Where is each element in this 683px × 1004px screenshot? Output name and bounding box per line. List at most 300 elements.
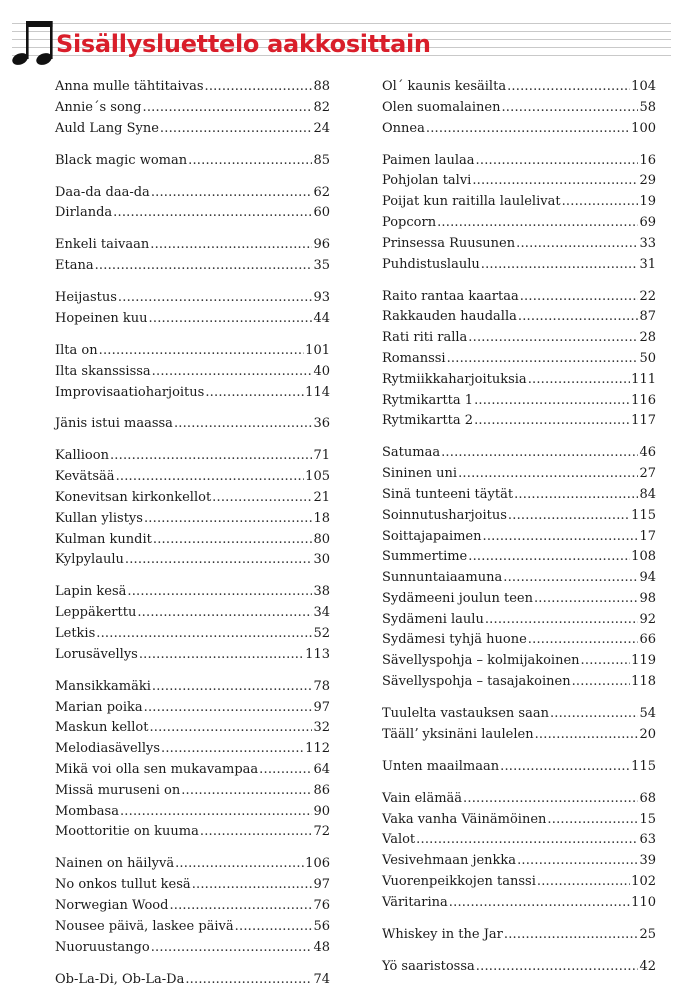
toc-entry[interactable]: [55, 720, 330, 741]
toc-entry[interactable]: [382, 570, 656, 591]
page-number: 114: [305, 384, 330, 400]
page-number: 42: [639, 958, 656, 974]
song-title: Täällʼ yksinäni laulelen: [382, 726, 534, 742]
page-number: 112: [305, 741, 330, 757]
page-number: 119: [631, 653, 656, 669]
toc-entry[interactable]: [382, 79, 656, 100]
dot-leader: [458, 466, 638, 481]
song-title: Pohjolan talvi: [382, 173, 472, 189]
toc-entry[interactable]: [55, 237, 330, 258]
page-number: 31: [639, 256, 656, 272]
dot-leader: [463, 791, 638, 806]
toc-entry[interactable]: [55, 605, 330, 626]
song-title: Kylpylaulu: [55, 552, 124, 568]
dot-leader: [447, 351, 639, 366]
song-title: Mikä voi olla sen mukavampaa: [55, 762, 259, 777]
toc-entry[interactable]: [55, 448, 330, 469]
page-number: 102: [631, 874, 656, 890]
dot-leader: [152, 679, 313, 694]
toc-entry[interactable]: [55, 741, 330, 762]
song-title: Vuorenpeikkojen tanssi: [382, 874, 536, 890]
dot-leader: [116, 469, 305, 484]
page-number: 100: [631, 120, 656, 136]
toc-letter-group: [55, 448, 330, 573]
toc-entry[interactable]: [382, 653, 656, 674]
dot-leader: [149, 720, 312, 735]
dot-leader: [517, 853, 638, 868]
song-title: Moottoritie on kuuma: [55, 824, 199, 840]
toc-letter-group: [55, 185, 330, 227]
toc-letter-group: [382, 959, 656, 980]
dot-leader: [474, 393, 630, 408]
page-number: 27: [639, 466, 656, 482]
dot-leader: [175, 856, 304, 871]
toc-entry[interactable]: [382, 121, 656, 142]
staff-line: [12, 23, 671, 24]
song-title: Rytmiikkaharjoituksia: [382, 371, 527, 387]
toc-entry[interactable]: [55, 185, 330, 206]
song-title: Rati riti ralla: [382, 330, 468, 346]
page-number: 88: [313, 79, 330, 94]
toc-entry[interactable]: [55, 511, 330, 532]
toc-entry[interactable]: [382, 413, 656, 434]
dot-leader: [204, 79, 312, 94]
toc-letter-group: [382, 759, 656, 780]
toc-entry[interactable]: [382, 330, 656, 351]
toc-entry[interactable]: [55, 385, 330, 406]
page-number: 104: [631, 79, 656, 94]
page-number: 85: [313, 152, 330, 168]
page-number: 64: [313, 762, 330, 777]
toc-entry[interactable]: [55, 79, 330, 100]
dot-leader: [572, 674, 631, 689]
dot-leader: [160, 121, 313, 136]
song-title: Jänis istui maassa: [55, 416, 173, 432]
page-number: 98: [639, 590, 656, 606]
song-title: Melodiasävellys: [55, 741, 161, 757]
toc-entry[interactable]: [382, 832, 656, 853]
song-title: Kulman kundit: [55, 531, 152, 547]
dot-leader: [441, 445, 638, 460]
song-title: Marian poika: [55, 699, 143, 715]
toc-entry[interactable]: [382, 706, 656, 727]
dot-leader: [501, 100, 638, 115]
toc-letter-group: [382, 79, 656, 141]
dot-leader: [151, 940, 313, 955]
toc-letter-group: [55, 79, 330, 141]
song-title: Yö saaristossa: [382, 958, 475, 974]
toc-entry[interactable]: [55, 416, 330, 437]
dot-leader: [468, 549, 630, 564]
page-number: 68: [639, 790, 656, 806]
page-number: 80: [313, 531, 330, 547]
page-number: 15: [639, 811, 656, 827]
toc-entry[interactable]: [55, 490, 330, 511]
toc-entry[interactable]: [382, 215, 656, 236]
toc-entry[interactable]: [382, 591, 656, 612]
song-title: Prinsessa Ruusunen: [382, 235, 516, 251]
song-title: Olen suomalainen: [382, 99, 501, 115]
dot-leader: [528, 372, 630, 387]
toc-letter-group: [382, 927, 656, 948]
page-number: 117: [631, 413, 656, 429]
song-title: Paimen laulaa: [382, 152, 475, 168]
toc-entry[interactable]: [382, 153, 656, 174]
toc-letter-group: [55, 290, 330, 332]
dot-leader: [483, 529, 639, 544]
toc-entry[interactable]: [55, 804, 330, 825]
toc-entry[interactable]: [55, 311, 330, 332]
toc-entry[interactable]: [55, 532, 330, 553]
toc-letter-group: [55, 584, 330, 667]
song-title: Enkeli taivaan: [55, 237, 150, 253]
page-number: 93: [313, 290, 330, 306]
toc-entry[interactable]: [382, 508, 656, 529]
song-title: Sävellyspohja – kolmijakoinen: [382, 653, 580, 669]
toc-entry[interactable]: [55, 364, 330, 385]
toc-letter-group: [55, 153, 330, 174]
dot-leader: [144, 700, 313, 715]
toc-entry[interactable]: [382, 927, 656, 948]
page-number: 18: [313, 510, 330, 526]
song-title: Leppäkerttu: [55, 605, 137, 621]
song-title: Sininen uni: [382, 466, 458, 482]
song-title: Hopeinen kuu: [55, 310, 148, 326]
dot-leader: [137, 605, 312, 620]
song-title: Auld Lang Syne: [55, 120, 159, 136]
dot-leader: [476, 959, 639, 974]
toc-entry[interactable]: [382, 173, 656, 194]
page-number: 94: [639, 570, 656, 586]
page-number: 52: [313, 626, 330, 642]
song-title: Ol´ kaunis kesäilta: [382, 79, 507, 94]
dot-leader: [235, 919, 313, 934]
dot-leader: [581, 653, 631, 668]
song-title: Nuoruustango: [55, 939, 150, 955]
page-number: 108: [631, 549, 656, 565]
song-title: Sydämesi tyhjä huone: [382, 632, 527, 648]
page-number: 105: [305, 469, 330, 485]
dot-leader: [149, 311, 313, 326]
toc-letter-group: [55, 679, 330, 845]
page-number: 20: [639, 726, 656, 742]
toc-entry[interactable]: [55, 626, 330, 647]
dot-leader: [120, 804, 312, 819]
dot-leader: [139, 647, 304, 662]
page-number: 32: [313, 720, 330, 736]
dot-leader: [151, 185, 313, 200]
toc-column-left: [55, 79, 330, 1004]
song-title: Vesivehmaan jenkka: [382, 853, 517, 869]
song-title: Annie´s song: [55, 99, 142, 115]
toc-entry[interactable]: [55, 700, 330, 721]
toc-entry[interactable]: [382, 727, 656, 748]
page-number: 101: [305, 342, 330, 358]
song-title: Popcorn: [382, 214, 437, 230]
song-title: Missä muruseni on: [55, 782, 181, 798]
song-title: Ilta on: [55, 342, 98, 358]
toc-entry[interactable]: [382, 812, 656, 833]
song-title: Rytmikartta 2: [382, 413, 474, 429]
toc-entry[interactable]: [55, 647, 330, 668]
toc-entry[interactable]: [55, 100, 330, 121]
song-title: Sinä tunteeni täytät: [382, 486, 514, 502]
song-title: Norwegian Wood: [55, 897, 169, 913]
page-number: 36: [313, 416, 330, 432]
song-title: Lapin kesä: [55, 584, 127, 600]
toc-entry[interactable]: [55, 290, 330, 311]
toc-letter-group: [382, 445, 656, 695]
music-note-icon: [10, 18, 58, 68]
dot-leader: [550, 706, 639, 721]
dot-leader: [125, 552, 313, 567]
toc-entry[interactable]: [55, 205, 330, 226]
toc-letter-group: [55, 343, 330, 405]
toc-entry[interactable]: [382, 549, 656, 570]
page-number: 35: [313, 258, 330, 274]
song-title: Valot: [382, 832, 416, 848]
page-number: 17: [639, 528, 656, 544]
song-title: Soinnutusharjoitus: [382, 507, 507, 523]
toc-entry[interactable]: [55, 856, 330, 877]
toc-letter-group: [55, 972, 330, 993]
page-number: 56: [313, 918, 330, 934]
page-number: 29: [639, 173, 656, 189]
song-title: Lorusävellys: [55, 646, 138, 662]
song-title: Mansikkamäki: [55, 678, 151, 694]
page-number: 28: [639, 330, 656, 346]
song-title: Letkis: [55, 626, 96, 642]
dot-leader: [437, 215, 638, 230]
toc-entry[interactable]: [382, 289, 656, 310]
toc-entry[interactable]: [382, 194, 656, 215]
toc-entry[interactable]: [382, 632, 656, 653]
song-title: Onnea: [382, 120, 425, 136]
page-title: Sisällysluettelo aakkosittain: [56, 30, 431, 58]
dot-leader: [95, 258, 313, 273]
toc-entry[interactable]: [55, 972, 330, 993]
dot-leader: [507, 79, 630, 94]
dot-leader: [534, 591, 639, 606]
song-title: Improvisaatioharjoitus: [55, 384, 205, 400]
toc-column-right: [382, 79, 656, 991]
song-title: Whiskey in the Jar: [382, 926, 503, 942]
dot-leader: [476, 153, 639, 168]
page-number: 115: [631, 758, 656, 774]
page-number: 97: [313, 877, 330, 893]
song-title: Romanssi: [382, 350, 446, 366]
song-title: Puhdistuslaulu: [382, 256, 480, 272]
toc-entry[interactable]: [382, 674, 656, 695]
song-title: No onkos tullut kesä: [55, 877, 191, 893]
page-number: 97: [313, 699, 330, 715]
toc-entry[interactable]: [55, 919, 330, 940]
dot-leader: [99, 343, 305, 358]
page-number: 110: [631, 894, 656, 910]
dot-leader: [562, 194, 639, 209]
toc-entry[interactable]: [382, 612, 656, 633]
toc-entry[interactable]: [382, 895, 656, 916]
dot-leader: [416, 832, 638, 847]
song-title: Sunnuntaiaamuna: [382, 570, 503, 586]
page-number: 50: [639, 350, 656, 366]
song-title: Sävellyspohja – tasajakoinen: [382, 674, 571, 690]
page-number: 19: [639, 194, 656, 210]
page-number: 30: [313, 552, 330, 568]
toc-entry[interactable]: [382, 874, 656, 895]
toc-entry[interactable]: [55, 783, 330, 804]
song-title: Kallioon: [55, 448, 109, 464]
page-number: 90: [313, 803, 330, 819]
song-title: Maskun kellot: [55, 720, 149, 736]
dot-leader: [185, 972, 312, 987]
toc-entry[interactable]: [382, 445, 656, 466]
toc-entry[interactable]: [382, 257, 656, 278]
page-number: 66: [639, 632, 656, 648]
toc-entry[interactable]: [55, 153, 330, 174]
page-number: 87: [639, 309, 656, 325]
toc-entry[interactable]: [55, 877, 330, 898]
toc-entry[interactable]: [382, 759, 656, 780]
toc-entry[interactable]: [55, 679, 330, 700]
song-title: Rytmikartta 1: [382, 392, 474, 408]
song-title: Summertime: [382, 549, 468, 565]
dot-leader: [113, 205, 312, 220]
page-number: 44: [313, 310, 330, 326]
toc-entry[interactable]: [382, 351, 656, 372]
dot-leader: [528, 632, 639, 647]
dot-leader: [503, 570, 638, 585]
toc-entry[interactable]: [55, 469, 330, 490]
page-number: 118: [631, 674, 656, 690]
page-number: 39: [639, 853, 656, 869]
dot-leader: [259, 762, 312, 777]
toc-entry[interactable]: [382, 309, 656, 330]
toc-entry[interactable]: [55, 824, 330, 845]
dot-leader: [205, 385, 304, 400]
page-number: 24: [313, 120, 330, 136]
dot-leader: [200, 824, 313, 839]
page-number: 71: [313, 448, 330, 464]
song-title: Ilta skanssissa: [55, 363, 151, 379]
music-staff-header: [0, 0, 683, 75]
toc-entry[interactable]: [382, 393, 656, 414]
song-title: Soittajapaimen: [382, 528, 482, 544]
toc-letter-group: [382, 791, 656, 916]
toc-entry[interactable]: [55, 584, 330, 605]
dot-leader: [508, 508, 630, 523]
song-title: Heijastus: [55, 290, 117, 306]
page-number: 96: [313, 237, 330, 253]
dot-leader: [142, 100, 312, 115]
page-number: 40: [313, 363, 330, 379]
page-number: 84: [639, 486, 656, 502]
song-title: Mombasa: [55, 803, 119, 819]
toc-entry[interactable]: [382, 529, 656, 550]
toc-entry[interactable]: [55, 258, 330, 279]
song-title: Konevitsan kirkonkellot: [55, 490, 212, 506]
dot-leader: [127, 584, 312, 599]
song-title: Kevätsää: [55, 469, 115, 485]
toc-letter-group: [55, 237, 330, 279]
page-number: 21: [313, 490, 330, 506]
page-number: 54: [639, 706, 656, 722]
dot-leader: [472, 173, 638, 188]
toc-entry[interactable]: [55, 121, 330, 142]
song-title: Tuulelta vastauksen saan: [382, 706, 549, 722]
song-title: Dirlanda: [55, 205, 113, 221]
song-title: Nainen on häilyvä: [55, 856, 175, 872]
song-title: Rakkauden haudalla: [382, 309, 517, 325]
toc-entry[interactable]: [382, 100, 656, 121]
page-number: 25: [639, 926, 656, 942]
dot-leader: [474, 413, 630, 428]
song-title: Etana: [55, 258, 94, 274]
page-number: 78: [313, 678, 330, 694]
toc-entry[interactable]: [55, 552, 330, 573]
page-number: 115: [631, 507, 656, 523]
song-title: Sydämeni laulu: [382, 611, 484, 627]
page-number: 113: [305, 646, 330, 662]
page-number: 69: [639, 214, 656, 230]
toc-entry[interactable]: [382, 372, 656, 393]
toc-entry[interactable]: [382, 466, 656, 487]
dot-leader: [150, 237, 312, 252]
toc-entry[interactable]: [55, 762, 330, 783]
toc-entry[interactable]: [55, 343, 330, 364]
toc-entry[interactable]: [382, 236, 656, 257]
song-title: Väritarina: [382, 894, 448, 910]
toc-entry[interactable]: [382, 487, 656, 508]
toc-entry[interactable]: [55, 898, 330, 919]
page-number: 76: [313, 897, 330, 913]
page-number: 48: [313, 939, 330, 955]
page-number: 46: [639, 445, 656, 461]
dot-leader: [535, 727, 639, 742]
song-title: Satumaa: [382, 445, 441, 461]
page-number: 58: [639, 99, 656, 115]
dot-leader: [161, 741, 304, 756]
dot-leader: [449, 895, 630, 910]
page-number: 22: [639, 288, 656, 304]
toc-letter-group: [382, 289, 656, 435]
dot-leader: [192, 877, 313, 892]
page-number: 86: [313, 782, 330, 798]
song-title: Black magic woman: [55, 152, 188, 168]
dot-leader: [169, 898, 312, 913]
page-number: 74: [313, 971, 330, 987]
dot-leader: [500, 759, 630, 774]
song-title: Ob-La-Di, Ob-La-Da: [55, 971, 185, 987]
toc-entry[interactable]: [55, 940, 330, 961]
song-title: Unten maailmaan: [382, 758, 500, 774]
dot-leader: [118, 290, 313, 305]
dot-leader: [96, 626, 312, 641]
dot-leader: [547, 812, 638, 827]
toc-entry[interactable]: [382, 853, 656, 874]
dot-leader: [152, 364, 313, 379]
song-title: Vaka vanha Väinämöinen: [382, 811, 547, 827]
toc-entry[interactable]: [382, 791, 656, 812]
page-number: 60: [313, 205, 330, 221]
dot-leader: [485, 612, 639, 627]
page-number: 116: [631, 392, 656, 408]
page-number: 111: [631, 371, 656, 387]
page-number: 82: [313, 99, 330, 115]
toc-entry[interactable]: [382, 959, 656, 980]
dot-leader: [181, 783, 312, 798]
dot-leader: [468, 330, 638, 345]
